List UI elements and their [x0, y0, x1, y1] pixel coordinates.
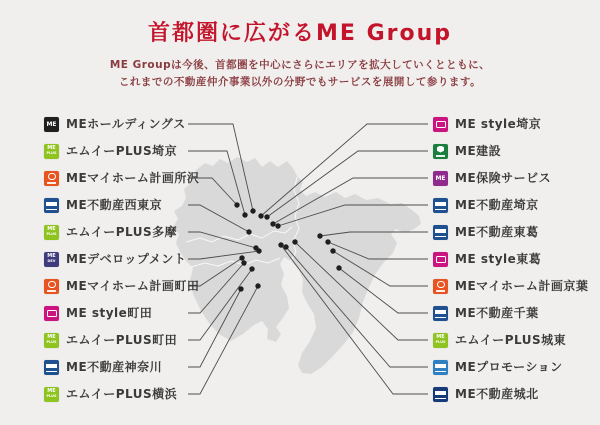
kanto-map-shape: [173, 157, 421, 374]
group-item: [433, 278, 588, 294]
map-marker-dot: [292, 239, 297, 244]
promotion-logo-icon: [433, 360, 448, 375]
group-item-label: MEマイホーム計画所沢: [66, 171, 200, 185]
group-item: [433, 116, 541, 132]
group-item-label: ME style町田: [66, 306, 153, 320]
develop-logo-icon: ME DEV: [44, 252, 59, 267]
map-marker-dot: [239, 255, 244, 260]
group-item: [44, 278, 199, 294]
kensetsu-logo-icon: [433, 144, 448, 159]
group-item: [44, 386, 177, 402]
group-item: [433, 251, 541, 267]
group-item: [433, 224, 539, 240]
group-item: [44, 305, 152, 321]
fudosan-logo-icon: [44, 360, 59, 375]
group-item-label: MEプロモーション: [455, 360, 563, 374]
map-marker-dot: [283, 244, 288, 249]
group-item-label: エムイーPLUS多摩: [66, 225, 178, 239]
group-item: [433, 305, 539, 321]
map-marker-dot: [264, 214, 269, 219]
group-item: [44, 116, 186, 132]
style-logo-icon: [44, 306, 59, 321]
map-marker-dot: [249, 266, 254, 271]
map-marker-dot: [241, 260, 246, 265]
group-item-label: エムイーPLUS町田: [66, 333, 178, 347]
map-marker-dot: [255, 283, 260, 288]
group-item: [44, 170, 199, 186]
group-item-label: ME不動産千葉: [455, 306, 539, 320]
group-item: [44, 359, 162, 375]
group-item-label: ME不動産東葛: [455, 225, 539, 239]
plus-logo-icon: ME PLUS: [44, 333, 59, 348]
subtitle-line-2: これまでの不動産仲介事業以外の分野でもサービスを展開して参ります。: [118, 76, 482, 88]
group-item-label: エムイーPLUS埼京: [66, 144, 178, 158]
group-item-label: MEホールディングス: [66, 117, 186, 131]
group-item-label: MEマイホーム計画町田: [66, 279, 200, 293]
style-logo-icon: [433, 117, 448, 132]
group-item: [433, 386, 539, 402]
map-marker-dot: [246, 229, 251, 234]
map-marker-dot: [330, 248, 335, 253]
group-item: [433, 197, 539, 213]
map-marker-dot: [270, 221, 275, 226]
map-marker-dot: [336, 265, 341, 270]
subtitle-line-1: ME Groupは今後、首都圏を中心にさらにエリアを拡大していくとともに、: [109, 59, 491, 71]
group-item: [44, 224, 177, 240]
group-item-label: ME style東葛: [455, 252, 542, 266]
map-marker-dot: [325, 239, 330, 244]
group-item-label: エムイーPLUS横浜: [66, 387, 178, 401]
group-item: [44, 143, 177, 159]
map-marker-dot: [278, 242, 283, 247]
group-item: [433, 170, 551, 186]
group-item-label: ME保険サービス: [455, 171, 552, 185]
style-logo-icon: [433, 252, 448, 267]
fudosan-logo-icon: [433, 198, 448, 213]
map-marker-dot: [250, 208, 255, 213]
group-item: [433, 332, 566, 348]
group-item-label: ME建設: [455, 144, 502, 158]
myhome-logo-icon: [44, 171, 59, 186]
myhome-logo-icon: [44, 279, 59, 294]
map-marker-dot: [275, 223, 280, 228]
map-marker-dot: [317, 233, 322, 238]
plus-logo-icon: ME PLUS: [44, 225, 59, 240]
plus-logo-icon: ME PLUS: [44, 144, 59, 159]
fudosan-logo-icon: [433, 306, 448, 321]
map-marker-dot: [256, 248, 261, 253]
page-title: 首都圏に広がるME Group: [147, 21, 452, 46]
group-item-label: ME不動産西東京: [66, 198, 163, 212]
group-item-label: ME不動産神奈川: [66, 360, 163, 374]
map-marker-dot: [258, 213, 263, 218]
holdings-logo-icon: ME: [44, 117, 59, 132]
hoken-logo-icon: ME: [433, 171, 448, 186]
group-item-label: ME不動産埼京: [455, 198, 539, 212]
fudosan-logo-icon: [44, 198, 59, 213]
group-item-label: エムイーPLUS城東: [455, 333, 567, 347]
myhome-logo-icon: [433, 279, 448, 294]
map-marker-dot: [242, 212, 247, 217]
group-item-label: MEマイホーム計画京葉: [455, 279, 589, 293]
map-marker-dot: [238, 286, 243, 291]
fudosan-dark-logo-icon: [433, 387, 448, 402]
group-item: [44, 332, 177, 348]
plus-logo-icon: ME PLUS: [44, 387, 59, 402]
group-item: [433, 359, 563, 375]
group-item-label: ME style埼京: [455, 117, 542, 131]
plus-logo-icon: ME PLUS: [433, 333, 448, 348]
group-item-label: ME不動産城北: [455, 387, 539, 401]
fudosan-logo-icon: [433, 225, 448, 240]
group-item: [44, 251, 186, 267]
map-marker-dot: [234, 202, 239, 207]
group-item: [44, 197, 162, 213]
group-item-label: MEデベロップメント: [66, 252, 187, 266]
group-item: [433, 143, 501, 159]
